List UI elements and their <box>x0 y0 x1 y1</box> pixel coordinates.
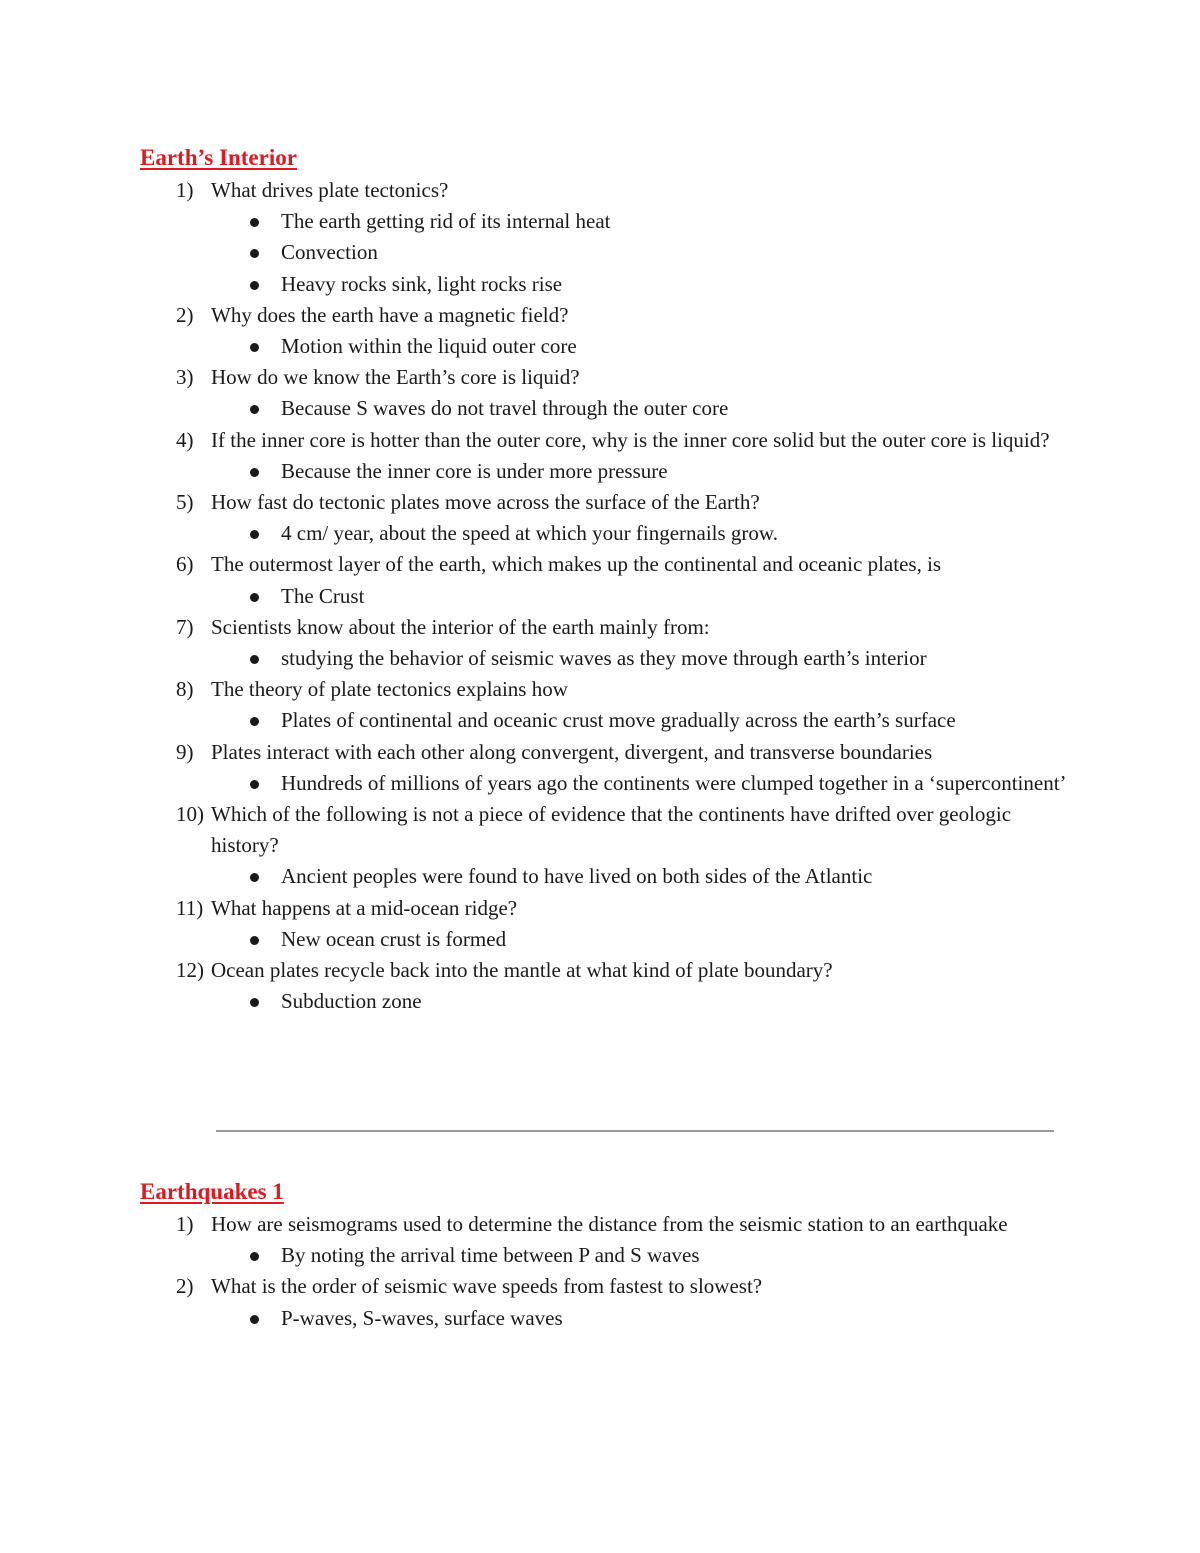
question-text: What drives plate tectonics? <box>211 178 449 202</box>
bullet-icon <box>250 593 259 602</box>
bullet-icon <box>250 468 259 477</box>
question-item <box>140 362 1080 393</box>
question-text: The theory of plate tectonics explains how <box>211 677 568 702</box>
answer-item <box>140 1303 1080 1334</box>
question-item <box>140 955 1080 986</box>
question-text: What happens at a mid-ocean ridge? <box>211 895 518 920</box>
question-text: The outermost layer of the earth, which makes up the continental and oceanic plates, is <box>211 552 942 577</box>
answer-text: Because S waves do not travel through the outer core <box>281 396 729 421</box>
question-item <box>140 1271 1080 1302</box>
question-number: 9) <box>176 739 194 764</box>
answer-text: By noting the arrival time between P and S waves <box>281 1243 700 1268</box>
question-item <box>140 612 1080 643</box>
bullet-icon <box>250 1252 259 1261</box>
section-heading: Earthquakes 1 <box>140 1179 284 1204</box>
answer-text: studying the behavior of seismic waves as they move through earth’s interior <box>281 646 927 671</box>
question-number: 2) <box>176 1274 194 1299</box>
question-item <box>140 487 1080 518</box>
answer-item <box>140 269 1080 300</box>
answer-item <box>140 331 1080 362</box>
question-number: 1) <box>176 1212 194 1236</box>
answer-text: New ocean crust is formed <box>281 926 507 951</box>
answer-text: The earth getting rid of its internal heat <box>281 209 611 234</box>
answer-item <box>140 924 1080 955</box>
question-number: 6) <box>176 552 194 577</box>
answer-text: Ancient peoples were found to have lived on both sides of the Atlantic <box>281 864 873 889</box>
bullet-icon <box>250 717 259 726</box>
answer-text: Motion within the liquid outer core <box>281 334 577 359</box>
horizontal-divider <box>216 1130 1054 1132</box>
question-text: What is the order of seismic wave speeds from fastest to slowest? <box>211 1274 763 1299</box>
question-text: If the inner core is hotter than the outer core, why is the inner core solid but the outer core is liquid? <box>211 427 1050 452</box>
answer-item <box>140 861 1080 892</box>
question-item <box>140 549 1080 580</box>
question-number: 3) <box>176 365 194 390</box>
answer-text: Convection <box>281 240 378 265</box>
question-number: 11) <box>176 895 204 920</box>
bullet-icon <box>250 873 259 882</box>
question-number: 12) <box>176 958 204 983</box>
question-number: 7) <box>176 614 194 639</box>
bullet-icon <box>250 530 259 539</box>
answer-text: Hundreds of millions of years ago the continents were clumped together in a ‘supercontinent’ <box>281 770 1067 795</box>
question-item <box>140 737 1080 768</box>
answer-item <box>140 206 1080 237</box>
answer-item <box>140 518 1080 549</box>
answer-text: Heavy rocks sink, light rocks rise <box>281 271 563 296</box>
question-number: 2) <box>176 302 194 327</box>
section-earths-interior <box>140 141 1080 1017</box>
bullet-icon <box>250 343 259 352</box>
question-text: Scientists know about the interior of the earth mainly from: <box>211 614 710 639</box>
answer-item <box>140 1240 1080 1271</box>
question-item <box>140 175 1080 206</box>
bullet-icon <box>250 249 259 258</box>
bullet-icon <box>250 780 259 789</box>
answer-text: 4 cm/ year, about the speed at which your fingernails grow. <box>281 521 778 546</box>
bullet-icon <box>250 1315 259 1324</box>
bullet-icon <box>250 998 259 1007</box>
answer-item <box>140 393 1080 424</box>
question-number: 10) <box>176 802 204 827</box>
question-item <box>140 893 1080 924</box>
bullet-icon <box>250 218 259 227</box>
question-text: How do we know the Earth’s core is liquid? <box>211 365 580 390</box>
answer-text: P-waves, S-waves, surface waves <box>281 1305 563 1330</box>
question-text: How fast do tectonic plates move across the surface of the Earth? <box>211 490 760 515</box>
question-text: Plates interact with each other along convergent, divergent, and transverse boundaries <box>211 739 933 764</box>
answer-text: Because the inner core is under more pressure <box>281 458 668 483</box>
bullet-icon <box>250 281 259 290</box>
question-number: 8) <box>176 677 194 702</box>
question-item <box>140 425 1080 456</box>
question-item <box>140 674 1080 705</box>
answer-item <box>140 581 1080 612</box>
section-earthquakes-1 <box>140 1175 1080 1334</box>
question-text: Ocean plates recycle back into the mantle at what kind of plate boundary? <box>211 958 833 983</box>
answer-item <box>140 986 1080 1017</box>
answer-text: The Crust <box>281 583 365 608</box>
answer-text: Plates of continental and oceanic crust move gradually across the earth’s surface <box>281 708 956 733</box>
answer-item <box>140 643 1080 674</box>
question-number: 1) <box>176 178 194 202</box>
question-item <box>140 799 1080 861</box>
answer-item <box>140 456 1080 487</box>
question-text: Which of the following is not a piece of evidence that the continents have drifted over geologic history? <box>211 802 1012 858</box>
bullet-icon <box>250 405 259 414</box>
bullet-icon <box>250 655 259 664</box>
question-item <box>140 300 1080 331</box>
answer-item <box>140 705 1080 736</box>
answer-item <box>140 768 1080 799</box>
answer-text: Subduction zone <box>281 989 422 1014</box>
bullet-icon <box>250 936 259 945</box>
question-number: 4) <box>176 427 194 452</box>
section-heading: Earth’s Interior <box>140 145 297 170</box>
question-item <box>140 1209 1080 1240</box>
question-number: 5) <box>176 490 194 515</box>
answer-item <box>140 237 1080 268</box>
question-text: How are seismograms used to determine the distance from the seismic station to an earthquake <box>211 1212 1008 1236</box>
question-text: Why does the earth have a magnetic field? <box>211 302 569 327</box>
